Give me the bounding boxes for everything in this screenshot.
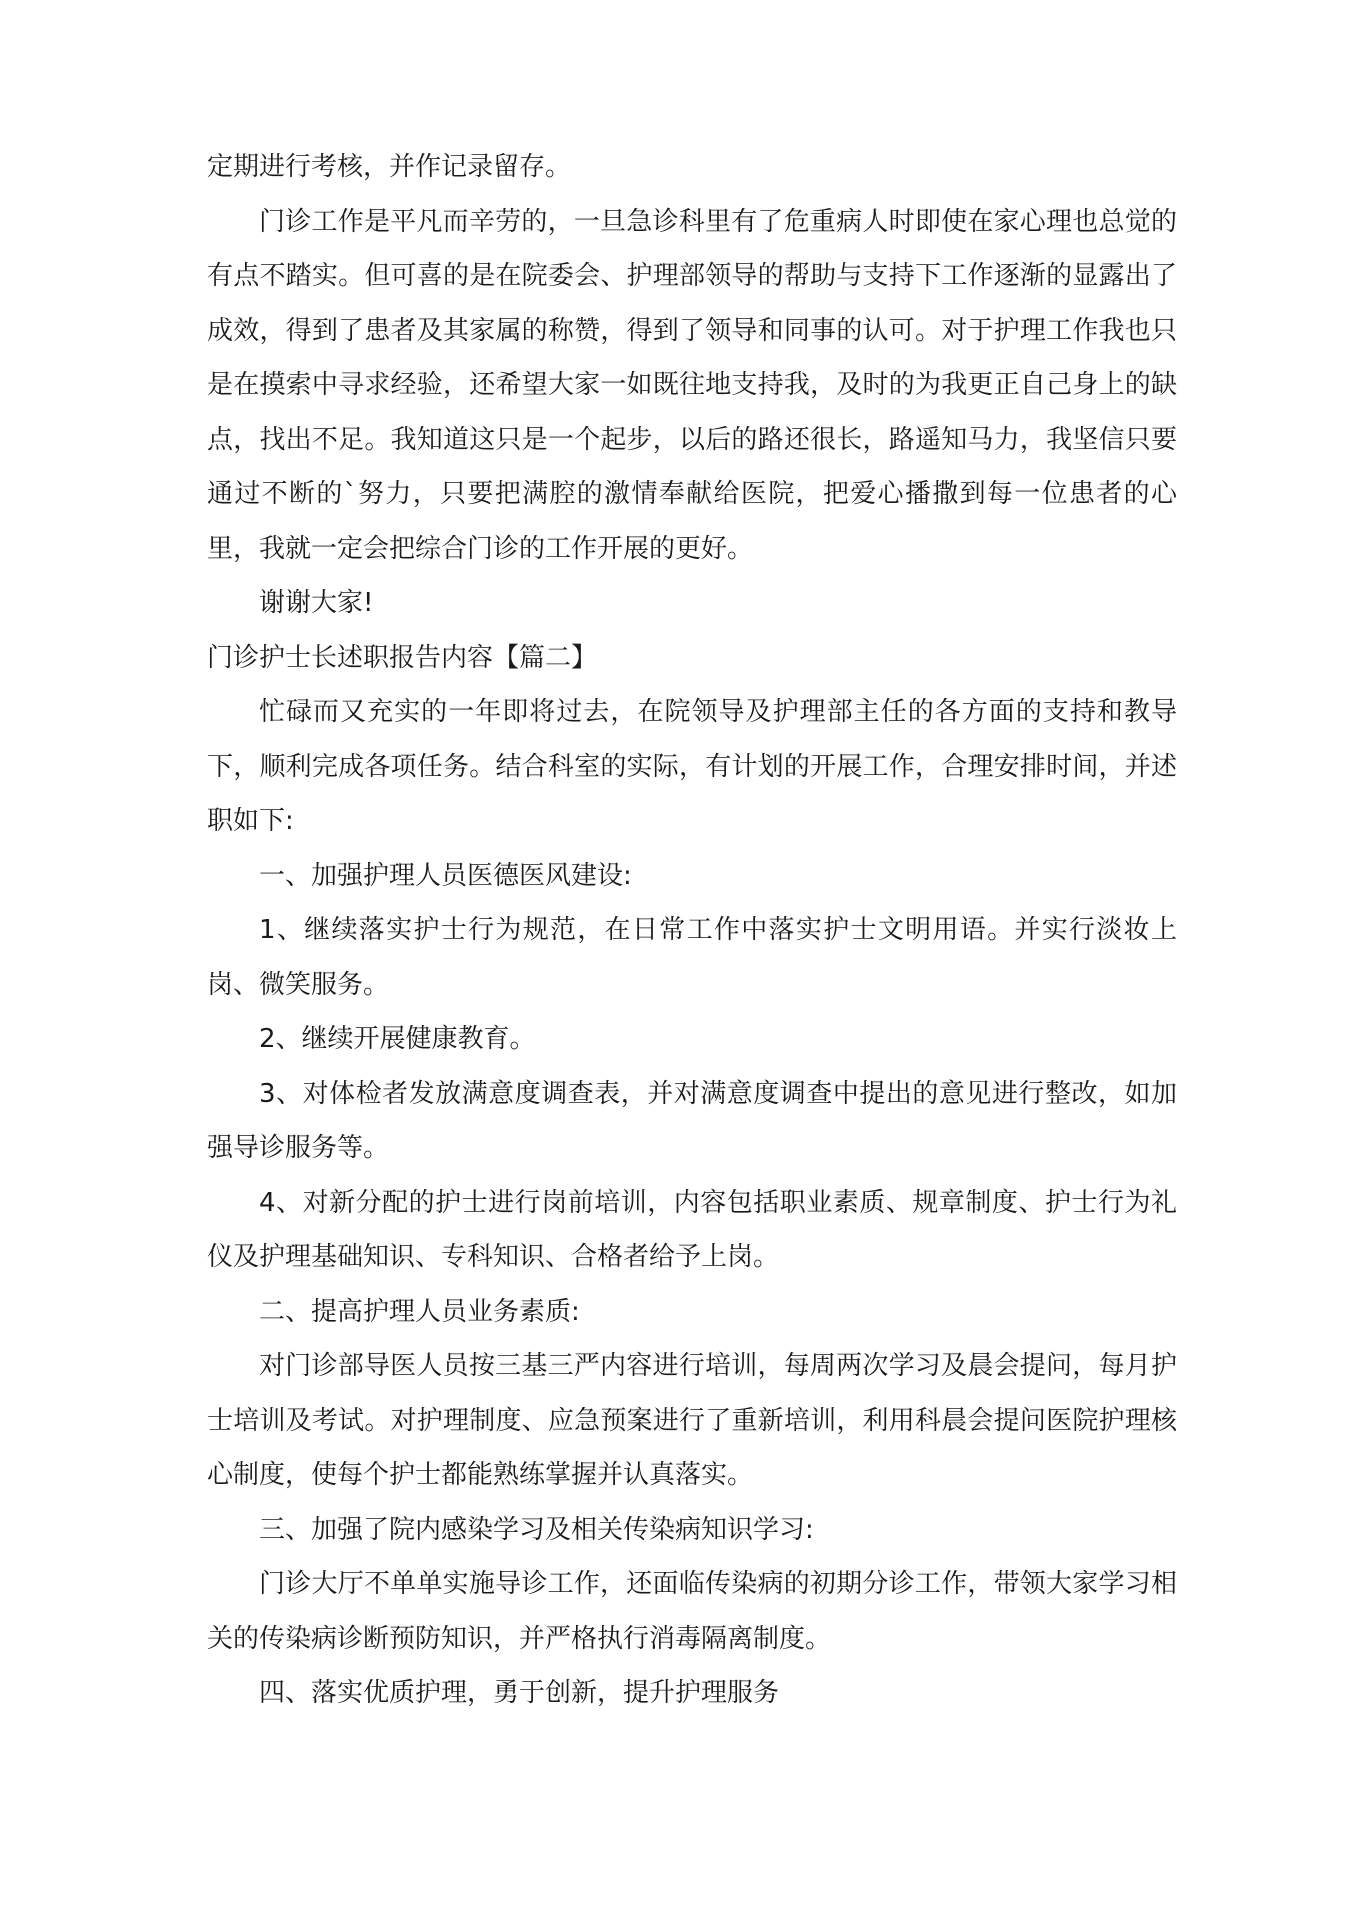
list-item-2: 2、继续开展健康教育。	[259, 1024, 536, 1054]
paragraph-training: 对门诊部导医人员按三基三严内容进行培训，每周两次学习及晨会提问，每月护士培训及考试。对护理制度、应急预案进行了重新培训，利用科晨会提问医院护理核心制度，使每个护士都能熟练掌握并认真落实。	[207, 1351, 1177, 1490]
list-item-4: 4、对新分配的护士进行岗前培训，内容包括职业素质、规章制度、护士行为礼仪及护理基础知识、专科知识、合格者给予上岗。	[207, 1187, 1177, 1272]
heading-item-four: 四、落实优质护理，勇于创新，提升护理服务	[259, 1678, 780, 1708]
list-item-1: 1、继续落实护士行为规范，在日常工作中落实护士文明用语。并实行淡妆上岗、微笑服务。	[207, 915, 1177, 1000]
paragraph-thanks: 谢谢大家!	[259, 588, 374, 618]
heading-item-one: 一、加强护理人员医德医风建设:	[259, 860, 632, 891]
paragraph-intro: 忙碌而又充实的一年即将过去，在院领导及护理部主任的各方面的支持和教导下，顺利完成各项任务。结合科室的实际，有计划的开展工作，合理安排时间，并述职如下:	[207, 697, 1177, 836]
heading-item-two: 二、提高护理人员业务素质:	[259, 1296, 580, 1327]
section-heading-part-two: 门诊护士长述职报告内容【篇二】	[207, 642, 598, 673]
list-item-3: 3、对体检者发放满意度调查表，并对满意度调查中提出的意见进行整改，如加强导诊服务等。	[207, 1078, 1177, 1163]
document-body	[207, 140, 1177, 1721]
heading-item-three: 三、加强了院内感染学习及相关传染病知识学习:	[259, 1514, 814, 1545]
paragraph-assessment-record: 定期进行考核，并作记录留存。	[207, 152, 572, 182]
paragraph-infection-control: 门诊大厅不单单实施导诊工作，还面临传染病的初期分诊工作，带领大家学习相关的传染病诊断预防知识，并严格执行消毒隔离制度。	[207, 1569, 1177, 1654]
paragraph-outpatient-work: 门诊工作是平凡而辛劳的，一旦急诊科里有了危重病人时即使在家心理也总觉的有点不踏实。但可喜的是在院委会、护理部领导的帮助与支持下工作逐渐的显露出了成效，得到了患者及其家属的称赞，得到了领导和同事的认可。对于护理工作我也只是在摸索中寻求经验，还希望大家一如既往地支持我，及时的为我更正自己身上的缺点，找出不足。我知道这只是一个起步，以后的路还很长，路遥知马力，我坚信只要通过不断的`努力，只要把满腔的激情奉献给医院，把爱心播撒到每一位患者的心里，我就一定会把综合门诊的工作开展的更好。	[207, 206, 1177, 564]
